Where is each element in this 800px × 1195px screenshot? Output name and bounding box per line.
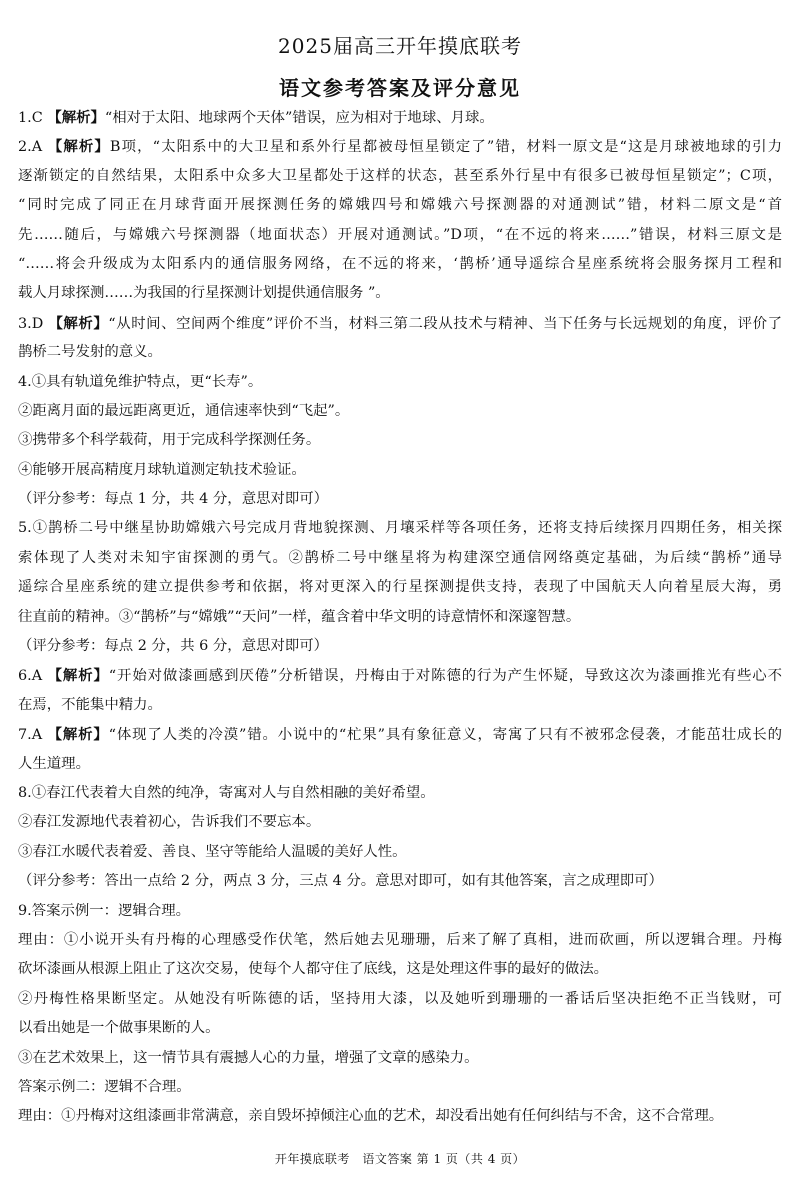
answer-6-number: 6.A — [18, 668, 43, 685]
answer-8-line-3: ③春江水暖代表着爱、善良、坚守等能给人温暖的美好人性。 — [18, 843, 407, 860]
answer-2-line-5: “……将会升级成为太阳系内的通信服务网络，在不远的将来，‘鹊桥’通导遥综合星座系统将会服务探月工程和 — [18, 255, 782, 272]
answer-1-number: 1.C — [18, 110, 43, 126]
answer-4-line-4: ④能够开展高精度月球轨道测定轨技术验证。 — [18, 461, 306, 478]
answer-4-line-2: ②距离月面的最远距离更近，通信速率快到“飞起”。 — [18, 402, 350, 419]
answer-9-line-2: 理由：①小说开头有丹梅的心理感受作伏笔，然后她去见珊珊，后来了解了真相，进而砍画，所以逻辑合理。丹梅 — [18, 931, 782, 948]
answer-3-number: 3.D — [18, 315, 44, 332]
answer-2-line-4: 先……随后，与嫦娥六号探测器（地面状态）开展对通测试。”D项，“在不远的将来……”错误，材料三原文是 — [18, 226, 782, 243]
answer-8-line-2: ②春江发源地代表着初心，告诉我们不要忘本。 — [18, 814, 321, 831]
answer-7-line-2: 人生道理。 — [18, 755, 90, 772]
answer-2-number: 2.A — [18, 139, 43, 156]
answer-5-line-2: 索体现了人类对未知宇宙探测的勇气。②鹊桥二号中继星将为构建深空通信网络奠定基础，为后续“鹊桥”通导 — [18, 549, 782, 566]
answer-9-line-8: 理由：①丹梅对这组漆画非常满意，亲自毁坏掉倾注心血的艺术，却没看出她有任何纠结与不舍，这不合常理。 — [18, 1108, 724, 1125]
answer-4-scoring-note: （评分参考：每点 1 分，共 4 分，意思对即可） — [18, 491, 329, 508]
answer-5-line-3: 遥综合星座系统的建立提供参考和依据，将对更深入的行星探测提供支持，表现了中国航天人向着星辰大海，勇 — [18, 579, 782, 596]
answer-6-line-2: 在焉，不能集中精力。 — [18, 696, 162, 713]
answer-2-line-1: 2.A 【解析】B项，“太阳系中的大卫星和系外行星都被母恒星锁定了”错，材料一原文是“这是月球被地球的引力 — [18, 138, 782, 156]
answer-2-line-3: “同时完成了同正在月球背面开展探测任务的嫦娥四号和嫦娥六号探测器的对通测试”错，材料二原文是“首 — [18, 197, 782, 214]
answer-5-line-1: 5.①鹊桥二号中继星协助嫦娥六号完成月背地貌探测、月壤采样等各项任务，还将支持后续探月四期任务，相关探 — [18, 520, 782, 537]
answer-6-analysis-tag: 【解析】 — [47, 667, 109, 685]
answer-9-line-4: ②丹梅性格果断坚定。从她没有听陈德的话，坚持用大漆，以及她听到珊珊的一番话后坚决拒绝不正当钱财，可 — [18, 990, 782, 1007]
answer-2-line-2: 逐渐锁定的自然结果，太阳系中众多大卫星都处于这样的状态，甚至系外行星中有很多已被母恒星锁定”；C项， — [18, 167, 782, 184]
answer-7-line-1: 7.A 【解析】“体现了人类的冷漠”错。小说中的“杧果”具有象征意义，寄寓了只有不被邪念侵袭，才能茁壮成长的 — [18, 726, 782, 744]
answer-9-line-3: 砍坏漆画从根源上阻止了这次交易，使每个人都守住了底线，这是处理这件事的最好的做法。 — [18, 961, 609, 978]
answer-2-line-6: 载人月球探测……为我国的行星探测计划提供通信服务 ”。 — [18, 285, 390, 302]
answer-8-scoring-note: （评分参考：答出一点给 2 分，两点 3 分，三点 4 分。意思对即可，如有其他答案，言之成理即可） — [18, 873, 663, 890]
answer-9-line-6: ③在艺术效果上，这一情节具有震撼人心的力量，增强了文章的感染力。 — [18, 1049, 479, 1066]
answer-5-line-4: 往直前的精神。③“鹊桥”与“嫦娥”“天问”一样，蕴含着中华文明的诗意情怀和深邃智慧。 — [18, 608, 581, 625]
answer-2-analysis-tag: 【解析】 — [47, 138, 110, 156]
answer-3-analysis-tag: 【解析】 — [48, 314, 109, 332]
answer-6-line-1: 6.A 【解析】“开始对做漆画感到厌倦”分析错误，丹梅由于对陈德的行为产生怀疑，导致这次为漆画推光有些心不 — [18, 667, 782, 685]
answer-3-line-1: 3.D 【解析】“从时间、空间两个维度”评价不当，材料三第二段从技术与精神、当下任务与长远规划的角度，评价了 — [18, 314, 782, 332]
answer-5-scoring-note: （评分参考：每点 2 分，共 6 分，意思对即可） — [18, 638, 329, 655]
answer-1-line-1: 1.C 【解析】“相对于太阳、地球两个天体”错误，应为相对于地球、月球。 — [18, 109, 494, 126]
answer-4-line-3: ③携带多个科学载荷，用于完成科学探测任务。 — [18, 432, 321, 449]
page-footer: 开年摸底联考 语文答案 第 1 页（共 4 页） — [274, 1152, 526, 1166]
answer-9-line-7: 答案示例二：逻辑不合理。 — [18, 1078, 191, 1095]
answer-8-line-1: 8.①春江代表着大自然的纯净，寄寓对人与自然相融的美好希望。 — [18, 784, 435, 801]
answer-1-analysis-tag: 【解析】 — [47, 109, 105, 126]
exam-title: 2025届高三开年摸底联考 — [278, 34, 522, 58]
answer-9-line-5: 以看出她是一个做事果断的人。 — [18, 1020, 220, 1037]
answer-9-line-1: 9.答案示例一：逻辑合理。 — [18, 902, 191, 919]
answer-3-line-2: 鹊桥二号发射的意义。 — [18, 344, 162, 361]
answer-body — [18, 103, 782, 1132]
answer-7-analysis-tag: 【解析】 — [47, 726, 109, 744]
answer-4-line-1: 4.①具有轨道免维护特点，更“长寿”。 — [18, 373, 263, 390]
answer-7-number: 7.A — [18, 727, 43, 744]
document-subtitle: 语文参考答案及评分意见 — [279, 76, 521, 100]
